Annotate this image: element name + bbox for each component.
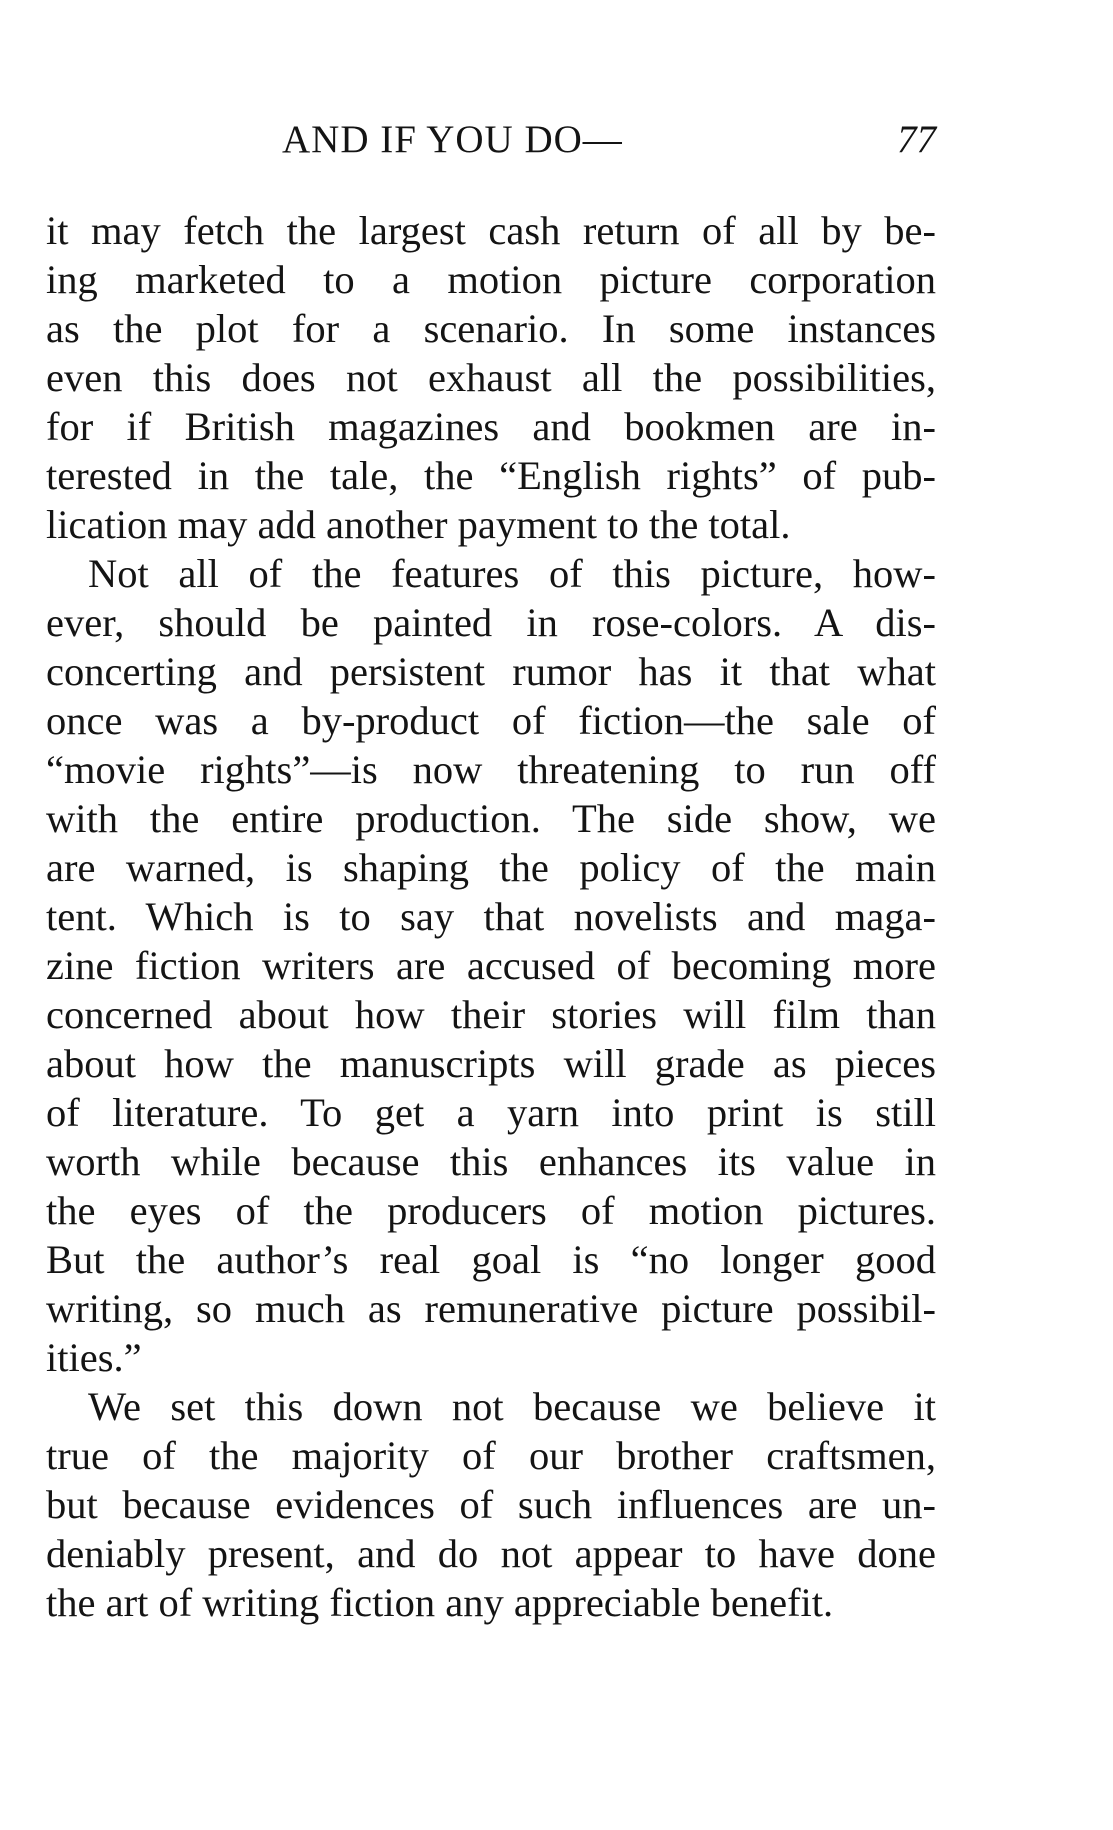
text-line: it may fetch the largest cash return of all by be- xyxy=(46,208,936,253)
text-line: as the plot for a scenario. In some instances xyxy=(46,306,936,351)
text-line: tent. Which is to say that novelists and maga- xyxy=(46,894,936,939)
page-number: 77 xyxy=(897,118,936,161)
text-line: deniably present, and do not appear to have done xyxy=(46,1531,936,1576)
text-line: zine fiction writers are accused of becoming more xyxy=(46,943,936,988)
paragraph-3 xyxy=(46,1382,936,1627)
text-line: ities.” xyxy=(46,1335,142,1380)
text-line: ing marketed to a motion picture corporation xyxy=(46,257,936,302)
text-line: but because evidences of such influences are un- xyxy=(46,1482,936,1527)
text-line: about how the manuscripts will grade as pieces xyxy=(46,1041,936,1086)
paragraph-2 xyxy=(46,549,936,1382)
text-line: true of the majority of our brother craftsmen, xyxy=(46,1433,936,1478)
text-line: lication may add another payment to the total. xyxy=(46,502,791,547)
text-line: for if British magazines and bookmen are in- xyxy=(46,404,936,449)
text-line: are warned, is shaping the policy of the main xyxy=(46,845,936,890)
text-line: terested in the tale, the “English rights” of pub- xyxy=(46,453,936,498)
running-title: AND IF YOU DO— xyxy=(282,118,623,161)
text-line: even this does not exhaust all the possibilities, xyxy=(46,355,936,400)
text-line: ever, should be painted in rose-colors. A dis- xyxy=(46,600,936,645)
paragraph-1 xyxy=(46,206,936,549)
text-line: Not all of the features of this picture, how- xyxy=(88,551,936,596)
text-line: But the author’s real goal is “no longer good xyxy=(46,1237,936,1282)
text-line: the art of writing fiction any appreciable benefit. xyxy=(46,1580,834,1625)
text-line: the eyes of the producers of motion pictures. xyxy=(46,1188,936,1233)
text-line: of literature. To get a yarn into print is still xyxy=(46,1090,936,1135)
text-line: We set this down not because we believe it xyxy=(88,1384,936,1429)
text-line: concerting and persistent rumor has it that what xyxy=(46,649,936,694)
text-line: worth while because this enhances its value in xyxy=(46,1139,936,1184)
running-head xyxy=(46,110,936,170)
text-line: writing, so much as remunerative picture possibil- xyxy=(46,1286,936,1331)
text-line: with the entire production. The side show, we xyxy=(46,796,936,841)
text-line: once was a by-product of fiction—the sale of xyxy=(46,698,936,743)
text-line: “movie rights”—is now threatening to run off xyxy=(46,747,936,792)
body-text xyxy=(46,206,936,1627)
text-line: concerned about how their stories will film than xyxy=(46,992,936,1037)
